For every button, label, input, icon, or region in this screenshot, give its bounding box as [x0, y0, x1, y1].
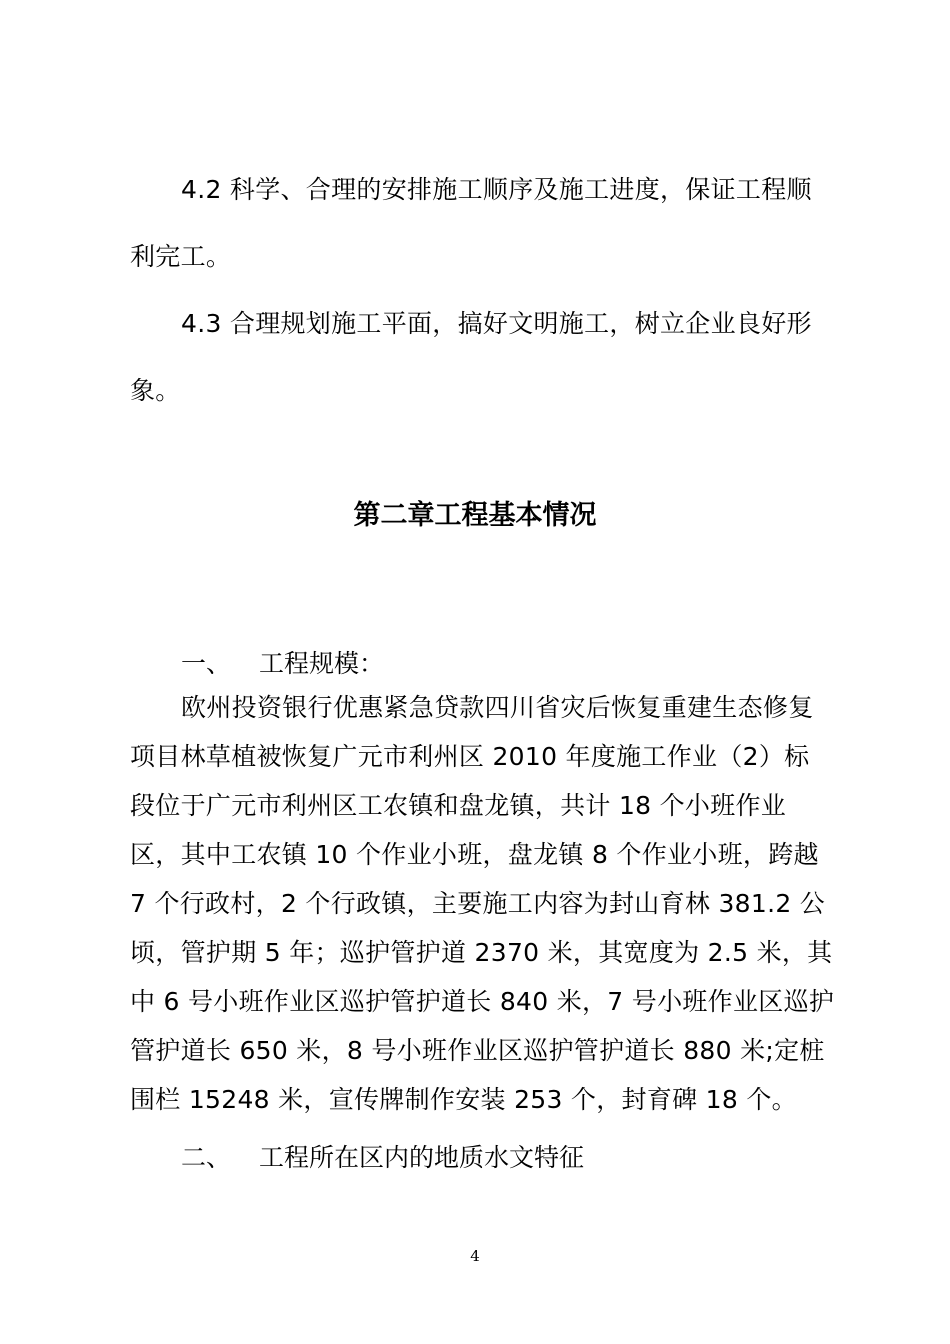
- body-line: 段位于广元市利州区工农镇和盘龙镇，共计 18 个小班作业: [130, 791, 787, 820]
- section-heading-2: [181, 1138, 584, 1174]
- body-line: 欧州投资银行优惠紧急贷款四川省灾后恢复重建生态修复: [181, 693, 814, 722]
- chapter-title: 第二章工程基本情况: [353, 500, 597, 531]
- body-line: 围栏 15248 米，宣传牌制作安装 253 个，封育碑 18 个。: [130, 1085, 797, 1114]
- paragraph-4-2-line-1: 4.2 科学、合理的安排施工顺序及施工进度，保证工程顺: [181, 175, 812, 204]
- paragraph-4-3-line-1: 4.3 合理规划施工平面，搞好文明施工，树立企业良好形: [181, 309, 812, 338]
- page-number: 4: [470, 1247, 480, 1265]
- section-number: 二、: [181, 1143, 232, 1172]
- body-line: 顷，管护期 5 年；巡护管护道 2370 米，其宽度为 2.5 米，其: [130, 938, 833, 967]
- body-line: 项目林草植被恢复广元市利州区 2010 年度施工作业（2）标: [130, 742, 810, 771]
- section-label: 工程所在区内的地质水文特征: [259, 1143, 585, 1172]
- section-heading-1: [181, 644, 384, 680]
- body-line: 区，其中工农镇 10 个作业小班，盘龙镇 8 个作业小班，跨越: [130, 840, 819, 869]
- body-line: 中 6 号小班作业区巡护管护道长 840 米，7 号小班作业区巡护: [130, 987, 835, 1016]
- paragraph-4-3-line-2: 象。: [130, 376, 181, 405]
- body-line: 管护道长 650 米，8 号小班作业区巡护管护道长 880 米;定桩: [130, 1036, 825, 1065]
- body-line: 7 个行政村，2 个行政镇，主要施工内容为封山育林 381.2 公: [130, 889, 826, 918]
- paragraph-4-2-line-2: 利完工。: [130, 242, 232, 271]
- section-number: 一、: [181, 649, 232, 678]
- section-label: 工程规模：: [259, 649, 385, 678]
